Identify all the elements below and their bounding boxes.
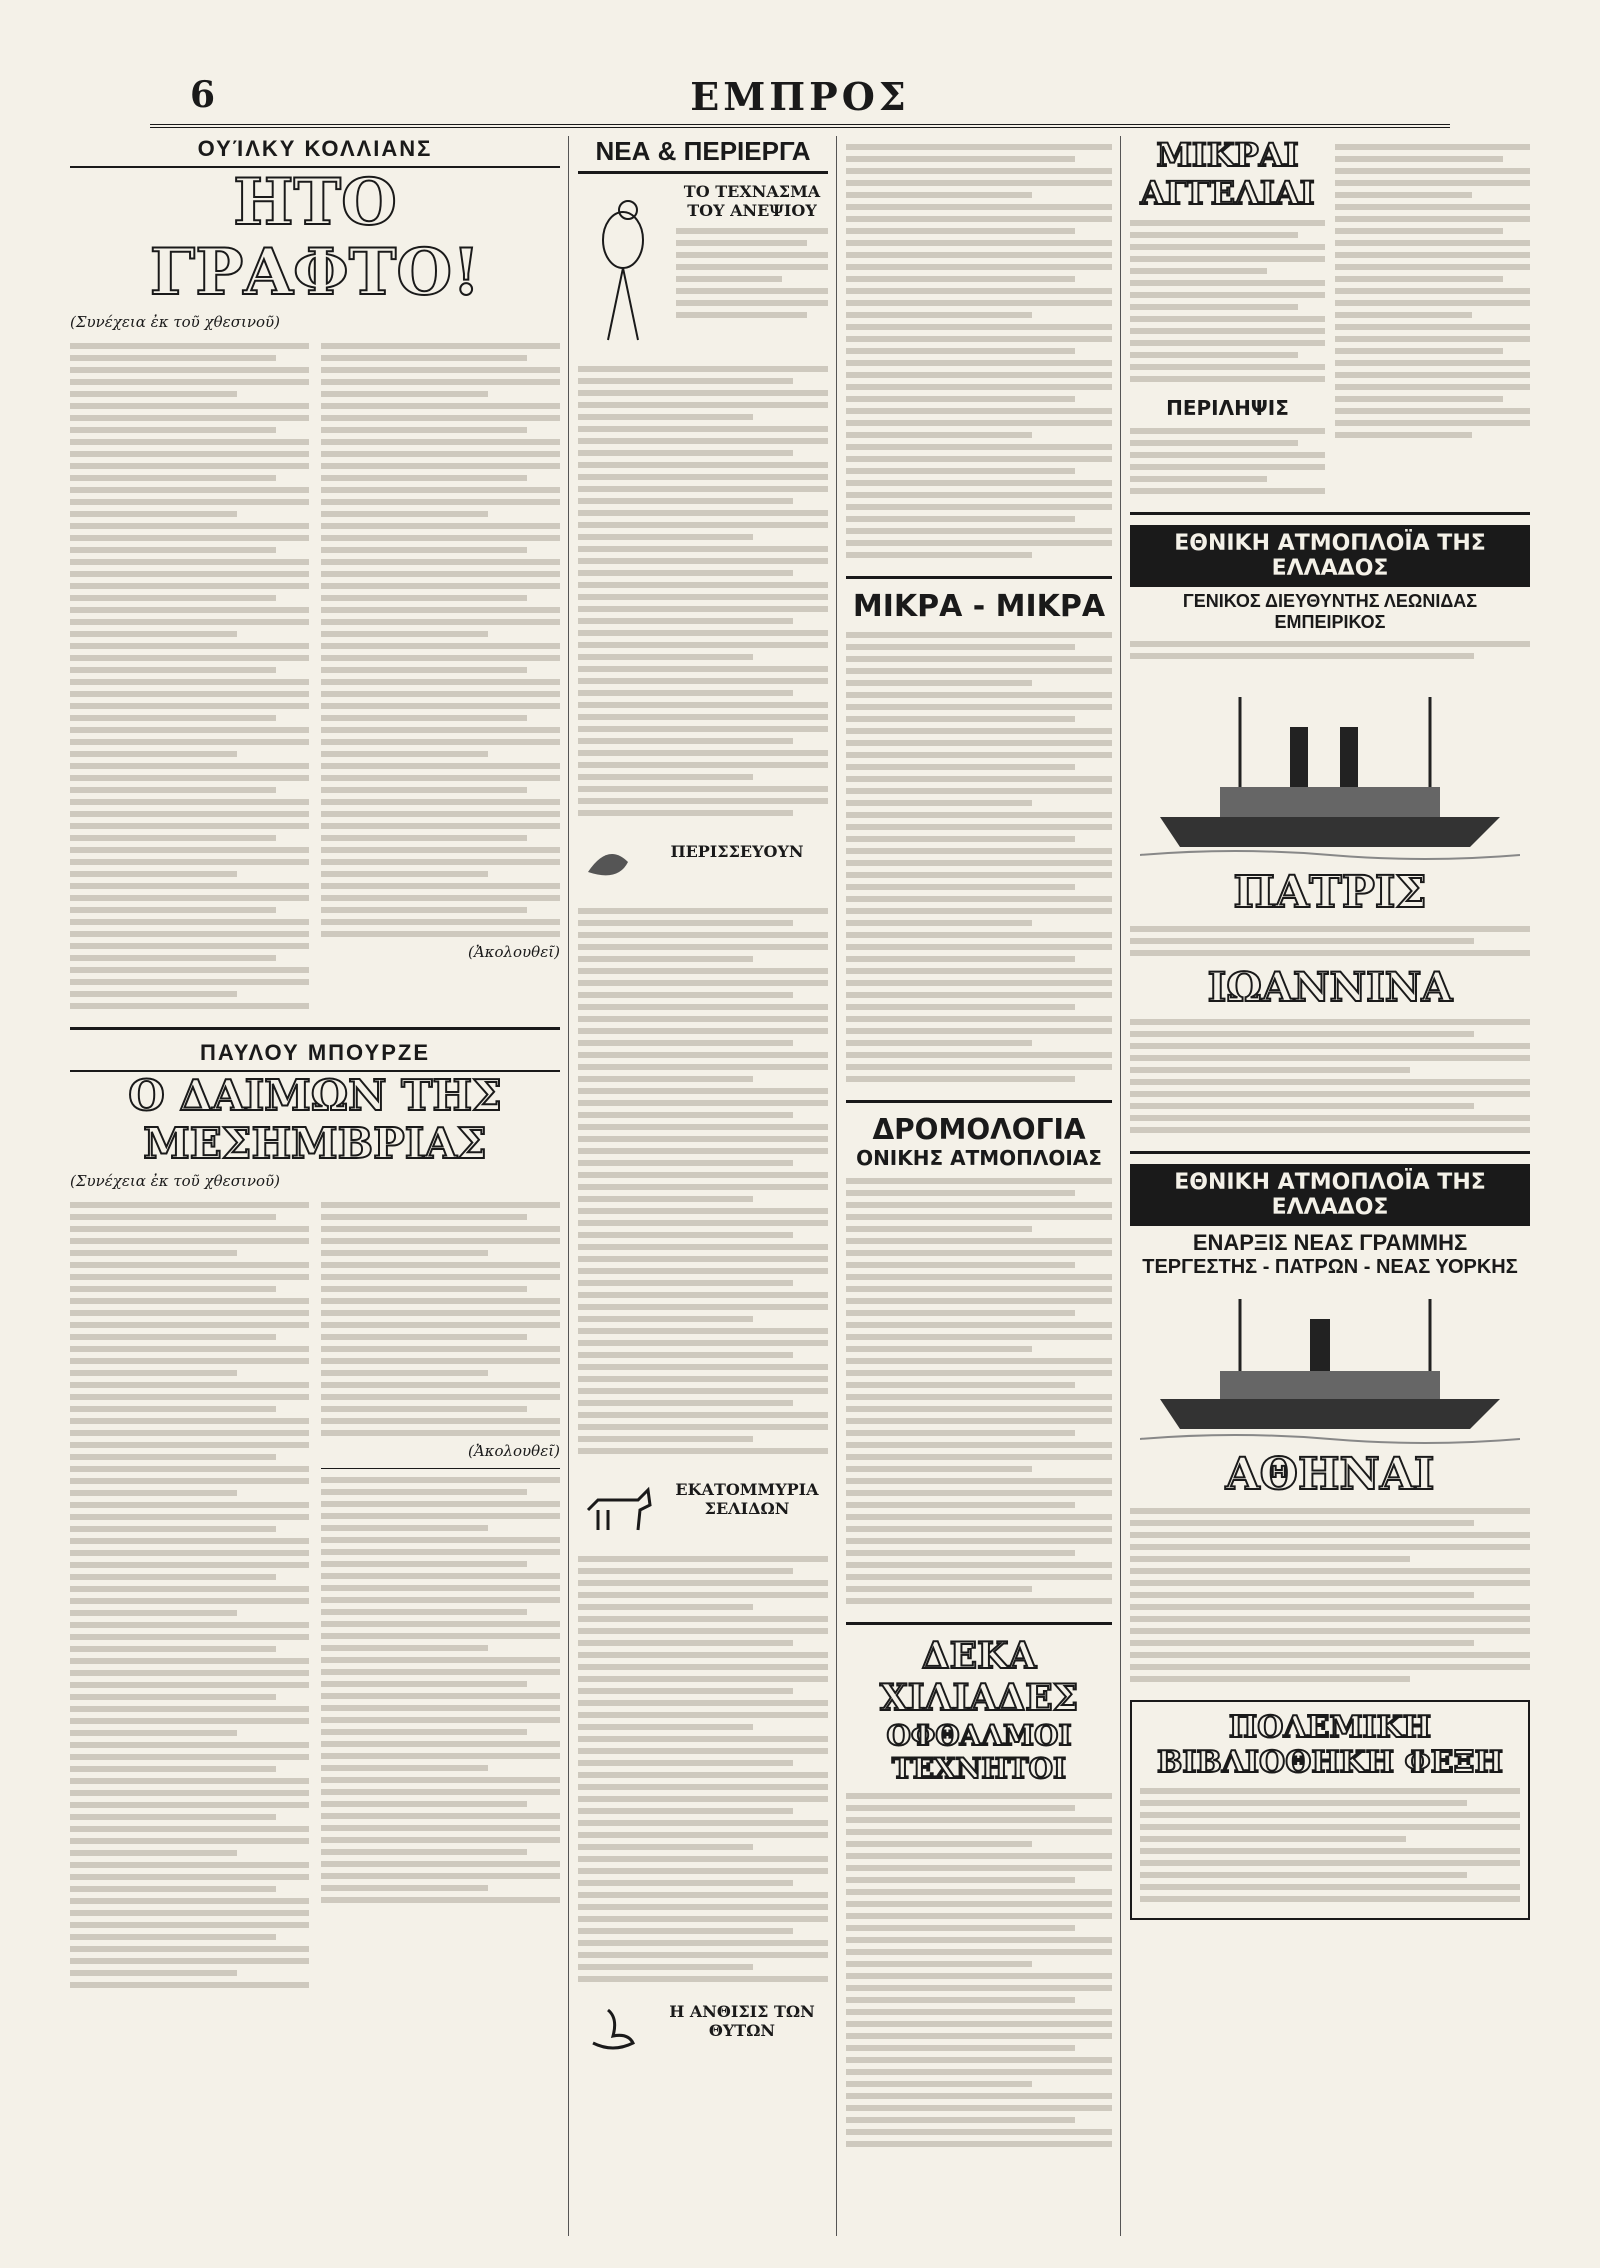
news-item-title: ΠΕΡΙΣΣΕΥΟΥΝ xyxy=(670,842,804,861)
illegible-text xyxy=(321,1194,560,1996)
notices-column xyxy=(846,136,1112,2236)
to-be-continued-1: (Ἀκολουθεῖ) xyxy=(467,942,560,961)
news-item-4 xyxy=(578,1990,828,2066)
serial-fiction-column xyxy=(70,136,560,2236)
serial-body-2 xyxy=(70,1194,560,1996)
dog-illustration-icon xyxy=(578,1470,658,1540)
illegible-text xyxy=(578,358,828,824)
shipping-banner: ΕΘΝΙΚΗ ΑΤΜΟΠΛΟΪΑ ΤΗΣ ΕΛΛΑΔΟΣ xyxy=(1130,1164,1530,1226)
shipping-banner: ΕΘΝΙΚΗ ΑΤΜΟΠΛΟΪΑ ΤΗΣ ΕΛΛΑΔΟΣ xyxy=(1130,525,1530,587)
section-subheading: ΟΝΙΚΗΣ ΑΤΜΟΠΛΟΙΑΣ xyxy=(856,1146,1102,1170)
continued-note-2: (Συνέχεια ἐκ τοῦ χθεσινοῦ) xyxy=(70,1172,280,1191)
illegible-text xyxy=(1130,918,1530,964)
section-heading: ΠΟΛΕΜΙΚΗ ΒΙΒΛΙΟΘΗΚΗ ΦΕΞΗ xyxy=(1157,1710,1503,1780)
column-rule xyxy=(836,136,837,2236)
news-item-2 xyxy=(578,824,828,900)
section-divider xyxy=(321,1468,560,1469)
continued-note-1: (Συνέχεια ἐκ τοῦ χθεσινοῦ) xyxy=(70,312,280,331)
news-curiosities-column xyxy=(578,136,828,2236)
serial-title-2: Ο ΔΑΙΜΩΝ ΤΗΣ ΜΕΣΗΜΒΡΙΑΣ xyxy=(128,1070,502,1169)
ship-name: ΑΘΗΝΑΙ xyxy=(1225,1449,1435,1500)
illegible-text xyxy=(676,220,828,326)
route-name: ΤΕΡΓΕΣΤΗΣ - ΠΑΤΡΩΝ - ΝΕΑΣ ΥΟΡΚΗΣ xyxy=(1142,1256,1518,1278)
section-divider xyxy=(846,576,1112,579)
illegible-text xyxy=(846,624,1112,1090)
masthead-rule xyxy=(150,124,1450,128)
ship-name: ΠΑΤΡΙΣ xyxy=(1233,867,1427,918)
section-heading: ΔΕΚΑ ΧΙΛΙΑΔΕΣ xyxy=(879,1635,1079,1719)
illegible-text xyxy=(846,1170,1112,1612)
illegible-text xyxy=(1130,420,1325,502)
illegible-text xyxy=(1140,1780,1520,1910)
serial-author-2: ΠΑΥΛΟΥ ΜΠΟΥΡΖΕ xyxy=(70,1040,560,1072)
illegible-text xyxy=(1130,1500,1530,1690)
illegible-text xyxy=(578,900,828,1462)
news-item-title: ΕΚΑΤΟΜΜΥΡΙΑ ΣΕΛΙΔΩΝ xyxy=(675,1480,819,1519)
illegible-text xyxy=(321,335,560,1017)
new-line-announcement: ΕΝΑΡΞΙΣ ΝΕΑΣ ΓΡΑΜΜΗΣ xyxy=(1192,1230,1468,1255)
news-item-title: ΤΟ ΤΕΧΝΑΣΜΑ ΤΟΥ ΑΝΕΨΙΟΥ xyxy=(683,182,821,221)
illegible-text xyxy=(70,1194,309,1996)
section-divider xyxy=(846,1622,1112,1625)
section-heading: ΔΡΟΜΟΛΟΓΙΑ xyxy=(872,1113,1086,1146)
section-heading: ΜΙΚΡΑΙ ΑΓΓΕΛΙΑΙ xyxy=(1140,136,1315,212)
illegible-text xyxy=(1130,212,1325,390)
steamship-icon xyxy=(1140,1279,1520,1449)
illegible-text xyxy=(1130,633,1530,667)
illegible-text xyxy=(578,1548,828,1990)
masthead xyxy=(150,74,1450,128)
serial-header-2 xyxy=(70,1040,560,1169)
news-item-title: Η ΑΝΘΙΣΙΣ ΤΩΝ ΘΥΤΩΝ xyxy=(669,2002,815,2041)
column-heading: ΝΕΑ & ΠΕΡΙΕΡΓΑ xyxy=(578,136,828,174)
illegible-text xyxy=(70,335,309,1017)
ship-name: ΙΩΑΝΝΙΝΑ xyxy=(1207,964,1453,1011)
section-subheading: ΟΦΘΑΛΜΟΙ ΤΕΧΝΗΤΟΙ xyxy=(886,1719,1072,1785)
illegible-text xyxy=(846,1785,1112,2155)
news-item-3 xyxy=(578,1462,828,1548)
section-divider xyxy=(846,1100,1112,1103)
bird-illustration-icon xyxy=(578,832,638,892)
classifieds-row xyxy=(1130,136,1530,502)
column-rule xyxy=(568,136,569,2236)
advertisements-column xyxy=(1130,136,1530,2236)
section-divider xyxy=(70,1027,560,1030)
section-heading: ΠΕΡΙΛΗΨΙΣ xyxy=(1166,396,1289,420)
bird-illustration-icon xyxy=(578,190,668,350)
serial-body-1 xyxy=(70,335,560,1017)
illegible-text xyxy=(1335,136,1530,502)
shipping-director: ΓΕΝΙΚΟΣ ΔΙΕΥΘΥΝΤΗΣ ΛΕΩΝΙΔΑΣ ΕΜΠΕΙΡΙΚΟΣ xyxy=(1182,591,1478,632)
column-rule xyxy=(1120,136,1121,2236)
serial-author-1: ΟΥΊΛΚΥ ΚΟΛΛΙΑΝΣ xyxy=(70,136,560,168)
steamship-illustration xyxy=(1130,667,1530,867)
steamship-illustration xyxy=(1130,1279,1530,1449)
news-item-1 xyxy=(578,182,828,358)
steamship-icon xyxy=(1140,667,1520,867)
section-heading: ΜΙΚΡΑ - ΜΙΚΡΑ xyxy=(852,589,1106,624)
illegible-text xyxy=(1130,1011,1530,1141)
section-divider xyxy=(1130,1151,1530,1154)
to-be-continued-2: (Ἀκολουθεῖ) xyxy=(467,1442,560,1461)
bookshop-advertisement xyxy=(1130,1700,1530,1920)
serial-header-1 xyxy=(70,136,560,309)
swan-illustration-icon xyxy=(578,1998,648,2058)
illegible-text xyxy=(846,136,1112,566)
serial-title-1: ΗΤΟ ΓΡΑΦΤΟ! xyxy=(149,165,481,311)
page-number: 6 xyxy=(190,74,216,116)
section-divider xyxy=(1130,512,1530,515)
newspaper-name: ΕΜΠΡΟΣ xyxy=(690,74,910,119)
